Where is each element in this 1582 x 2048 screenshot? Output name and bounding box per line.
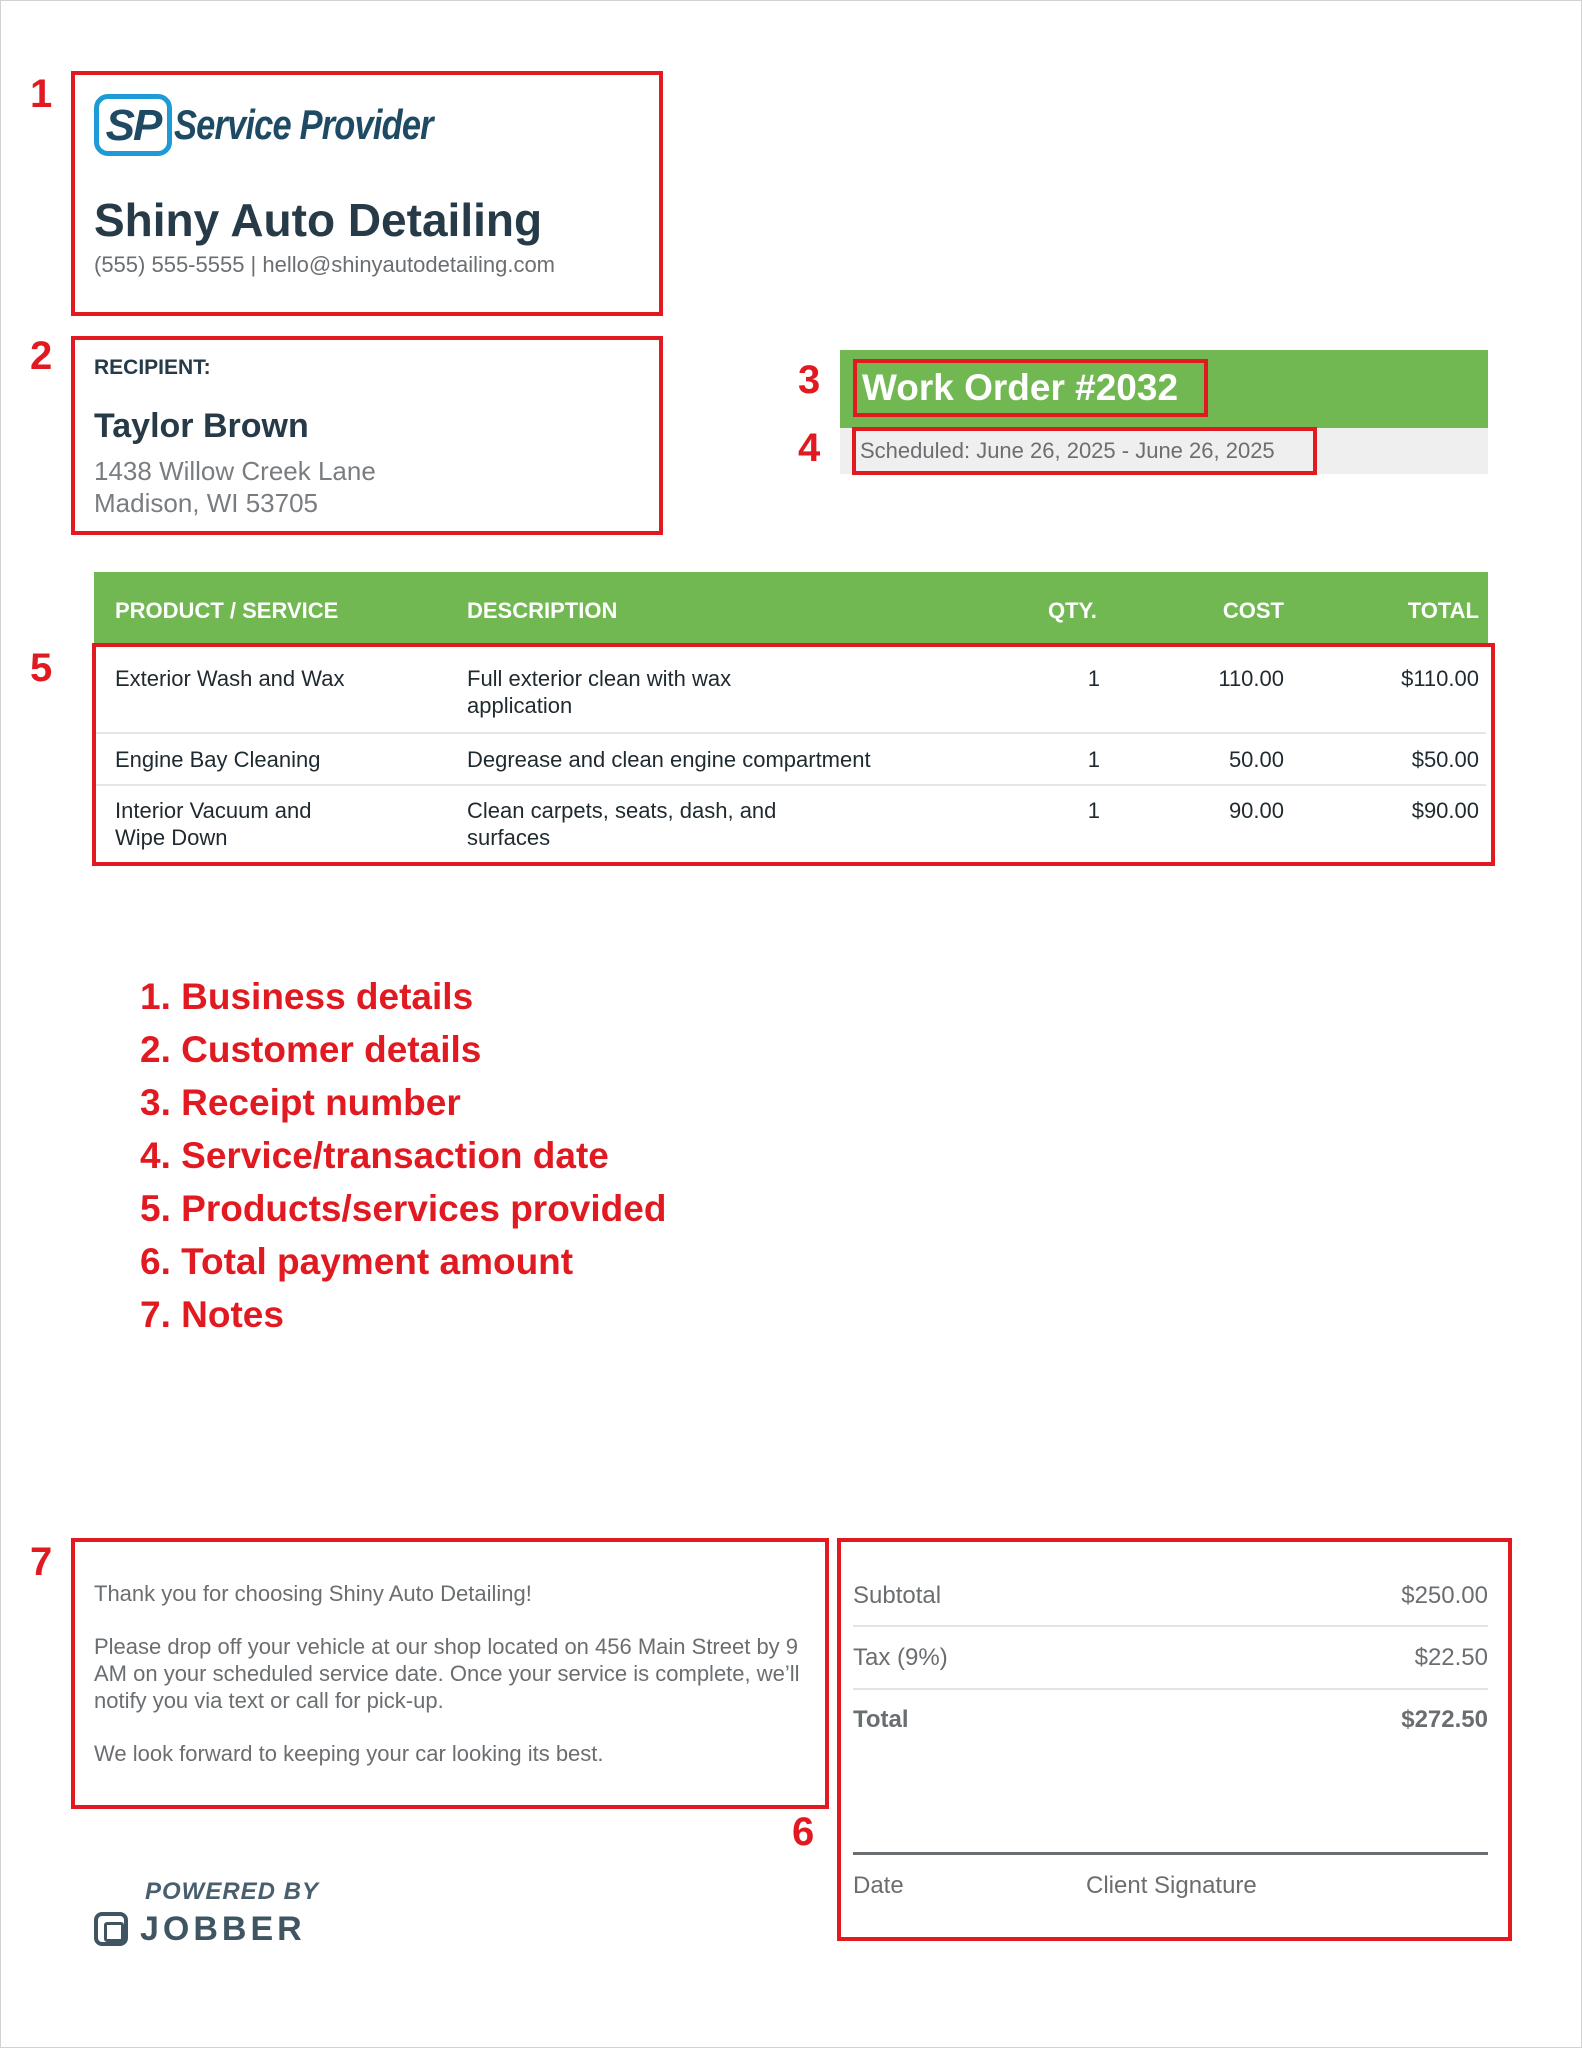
row1-qty: 1 [1087,666,1100,691]
row2-description: Degrease and clean engine compartment [467,747,871,772]
total-value: $272.50 [1401,1706,1488,1733]
row-divider [96,784,1486,786]
col-header-qty: QTY. [1048,598,1097,623]
work-order-title: Work Order #2032 [862,367,1179,408]
callout-number-3: 3 [798,358,821,402]
subtotal-label: Subtotal [853,1582,942,1609]
legend-item: 2. Customer details [140,1029,482,1070]
jobber-brand: JOBBER [140,1910,306,1948]
totals-divider [853,1625,1488,1627]
col-header-description: DESCRIPTION [467,598,618,623]
total-label: Total [853,1706,909,1733]
legend-item: 4. Service/transaction date [140,1135,609,1176]
col-header-cost: COST [1222,598,1284,623]
jobber-logo-icon [94,1912,128,1946]
notes-paragraph: Thank you for choosing Shiny Auto Detailing! [94,1581,532,1606]
callout-number-1: 1 [30,72,53,116]
legend-item: 6. Total payment amount [140,1241,574,1282]
business-name: Shiny Auto Detailing [94,194,543,246]
callout-number-2: 2 [30,334,53,378]
row1-cost: 110.00 [1218,666,1284,691]
row-divider [96,732,1486,734]
powered-by-text: POWERED BY [145,1878,320,1905]
recipient-address [94,455,376,519]
address-line-1: 1438 Willow Creek Lane [94,456,376,486]
service-date-box [852,427,1317,475]
date-label: Date [853,1872,904,1899]
address-line-2: Madison, WI 53705 [94,488,319,518]
subtotal-value: $250.00 [1401,1582,1488,1609]
row2-product: Engine Bay Cleaning [115,747,321,772]
legend-item: 7. Notes [140,1294,284,1335]
recipient-label: RECIPIENT: [94,356,211,379]
row3-total: $90.00 [1411,798,1479,823]
recipient-name: Taylor Brown [94,407,309,445]
row3-description: Clean carpets, seats, dash, and surfaces [467,798,777,850]
service-provider-logo-icon [94,94,172,156]
notes-paragraph: Please drop off your vehicle at our shop located on 456 Main Street by 9 AM on your scheduled service date. Once your service is complete, we’ll notify you via text or call for pick-up. [94,1634,800,1713]
callout-number-4: 4 [798,426,821,470]
notes-paragraph: We look forward to keeping your car looking its best. [94,1741,604,1766]
row2-total: $50.00 [1411,747,1479,772]
logo-text: Service Provider [174,101,433,148]
annotation-legend [140,970,666,1341]
row2-qty: 1 [1087,747,1100,772]
row3-cost: 90.00 [1228,798,1284,823]
scheduled-dates: Scheduled: June 26, 2025 - June 26, 2025 [860,438,1275,463]
col-header-product: PRODUCT / SERVICE [115,598,339,623]
tax-value: $22.50 [1414,1644,1488,1671]
tax-label: Tax (9%) [853,1644,948,1671]
row1-product: Exterior Wash and Wax [115,666,345,691]
row3-product: Interior Vacuum and Wipe Down [115,798,312,850]
row2-cost: 50.00 [1228,747,1284,772]
callout-number-6: 6 [792,1810,815,1854]
col-header-total: TOTAL [1407,598,1479,623]
row1-description: Full exterior clean with wax application [467,666,732,718]
row1-total: $110.00 [1401,666,1479,691]
business-contact: (555) 555-5555 | hello@shinyautodetailing.com [94,252,556,277]
client-signature-label: Client Signature [1086,1872,1257,1899]
callout-number-5: 5 [30,646,53,690]
legend-item: 1. Business details [140,976,474,1017]
totals-divider [853,1688,1488,1690]
signature-line [853,1852,1488,1855]
logo-badge-text: SP [105,101,161,150]
notes [94,1580,824,1793]
row3-qty: 1 [1087,798,1100,823]
legend-item: 3. Receipt number [140,1082,461,1123]
receipt-number-box [853,359,1208,417]
legend-item: 5. Products/services provided [140,1188,667,1229]
callout-number-7: 7 [30,1540,53,1584]
